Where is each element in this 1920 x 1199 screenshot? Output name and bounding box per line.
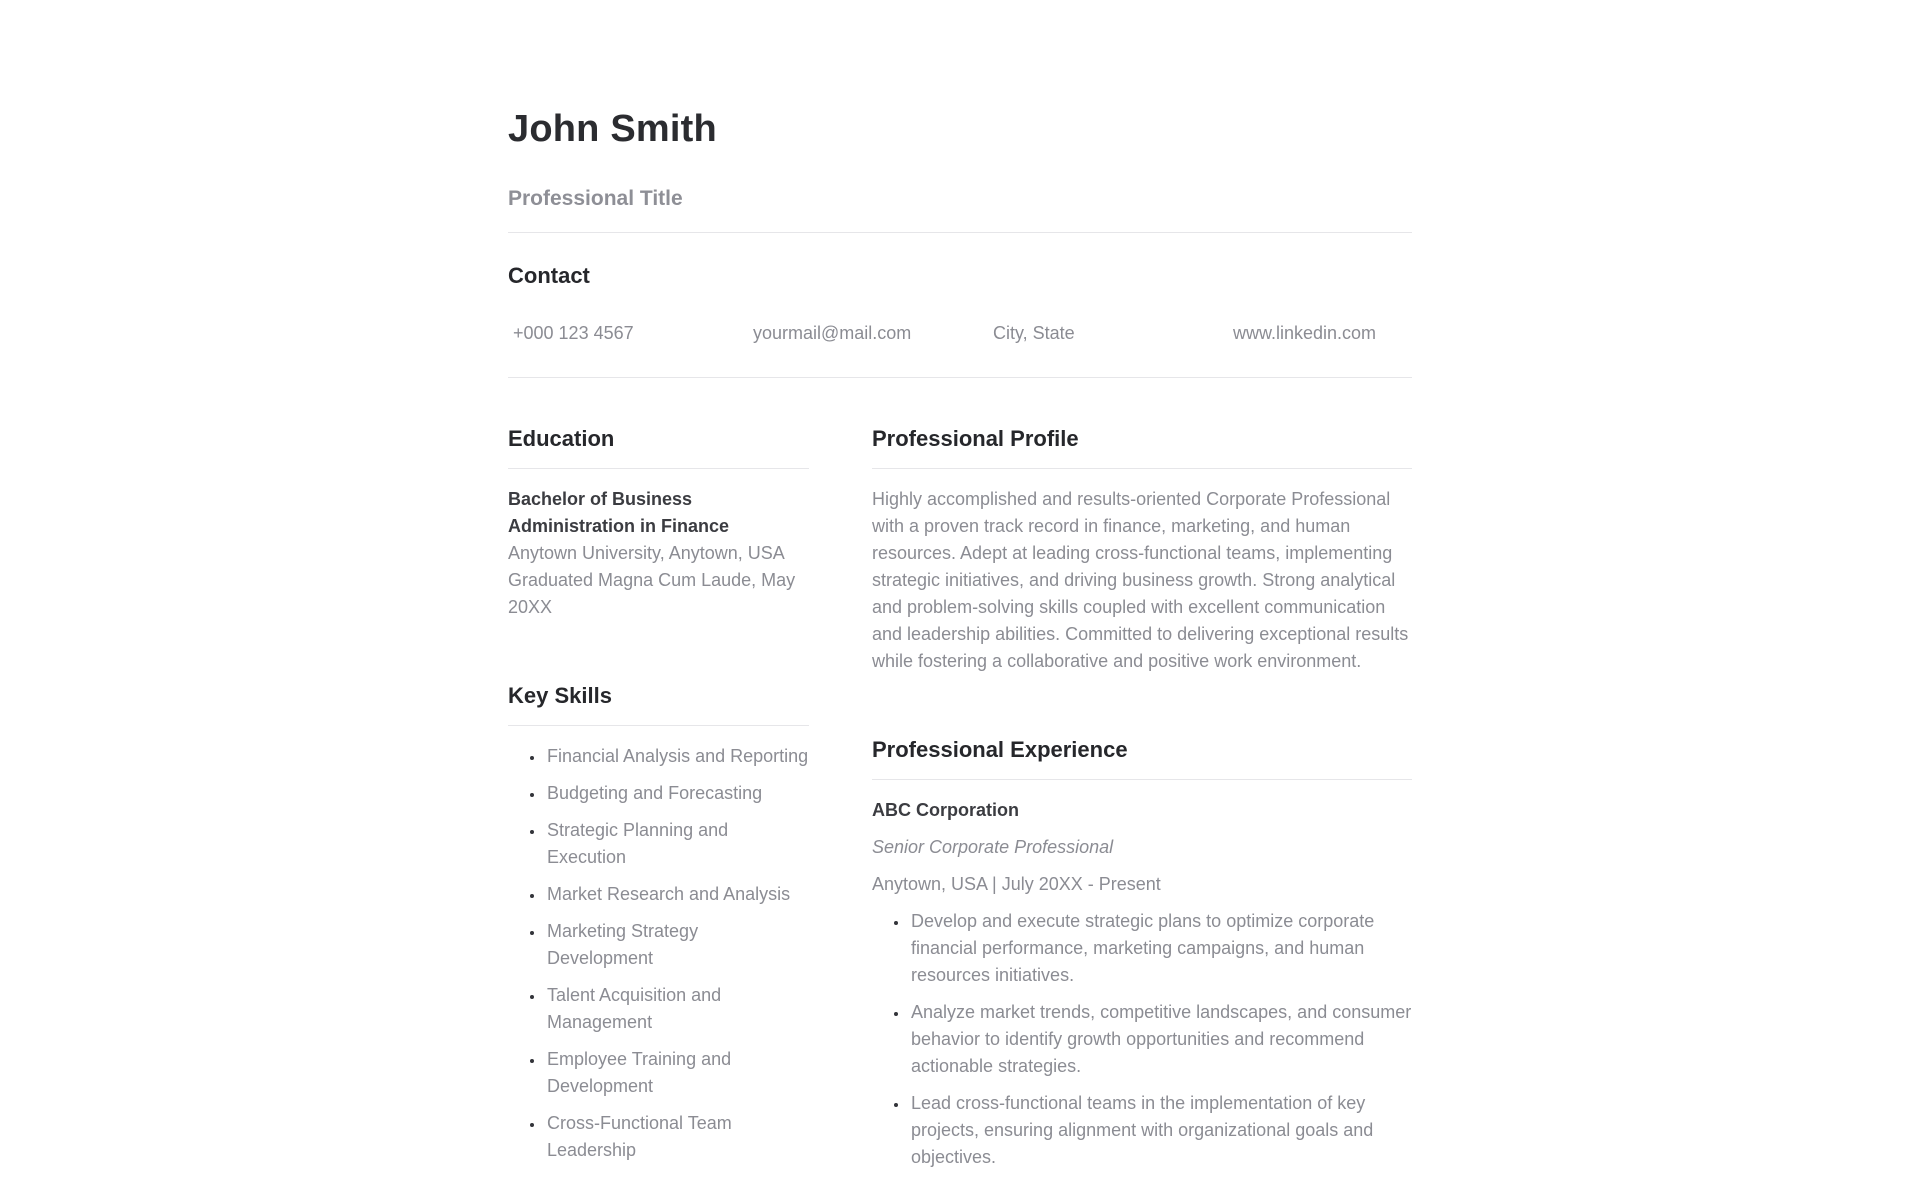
key-skills-heading: Key Skills bbox=[508, 683, 612, 708]
skill-item: • Cross-Functional Team Leadership bbox=[545, 1110, 809, 1164]
contact-divider bbox=[508, 377, 1412, 378]
experience-bullet-list bbox=[872, 908, 1412, 1171]
resume-document bbox=[508, 0, 1412, 1181]
skill-item: • Budgeting and Forecasting bbox=[545, 780, 809, 807]
right-column bbox=[872, 424, 1412, 1181]
contact-phone: +000 123 4567 bbox=[513, 323, 634, 343]
experience-entry bbox=[872, 797, 1412, 1171]
professional-profile-divider bbox=[872, 468, 1412, 469]
contact-location: City, State bbox=[993, 323, 1075, 343]
professional-experience-divider bbox=[872, 779, 1412, 780]
skill-item: • Employee Training and Development bbox=[545, 1046, 809, 1100]
key-skills-section bbox=[508, 681, 809, 1164]
left-column bbox=[508, 424, 809, 1174]
contact-website: www.linkedin.com bbox=[1233, 323, 1377, 343]
experience-location-dates: Anytown, USA | July 20XX - Present bbox=[872, 874, 1161, 894]
experience-bullet: • Develop and execute strategic plans to optimize corporate financial performance, marketing campaigns, and human resources initiatives. bbox=[909, 908, 1412, 989]
contact-email: yourmail@mail.com bbox=[753, 323, 912, 343]
skills-list bbox=[508, 743, 809, 1164]
experience-company: ABC Corporation bbox=[872, 800, 1019, 820]
skill-item: • Talent Acquisition and Management bbox=[545, 982, 809, 1036]
education-heading: Education bbox=[508, 426, 615, 451]
professional-experience-heading: Professional Experience bbox=[872, 737, 1128, 762]
skill-item: • Financial Analysis and Reporting bbox=[545, 743, 809, 770]
professional-title: Professional Title bbox=[508, 187, 683, 210]
professional-profile-heading: Professional Profile bbox=[872, 426, 1079, 451]
key-skills-divider bbox=[508, 725, 809, 726]
skill-item: • Marketing Strategy Development bbox=[545, 918, 809, 972]
education-school: Anytown University, Anytown, USA bbox=[508, 543, 785, 563]
skill-item: • Strategic Planning and Execution bbox=[545, 817, 809, 871]
profile-summary-text: Highly accomplished and results-oriented Corporate Professional with a proven track record in finance, marketing, and human resources. Adept at leading cross-functional teams, implementing strategic initiatives, and driving business growth. Strong analytical and problem-solving skills coupled with excellent communication and leadership abilities. Committed to delivering exceptional results while fostering a collaborative and positive work environment. bbox=[872, 489, 1409, 671]
education-divider bbox=[508, 468, 809, 469]
experience-role: Senior Corporate Professional bbox=[872, 837, 1114, 857]
education-details: Graduated Magna Cum Laude, May 20XX bbox=[508, 570, 796, 617]
person-name: John Smith bbox=[508, 108, 717, 150]
professional-experience-section bbox=[872, 735, 1412, 1171]
resume-columns bbox=[508, 424, 1412, 1181]
experience-bullet: • Lead cross-functional teams in the implementation of key projects, ensuring alignment with organizational goals and objectives. bbox=[909, 1090, 1412, 1171]
header-divider bbox=[508, 232, 1412, 233]
skill-item: • Market Research and Analysis bbox=[545, 881, 809, 908]
professional-profile-section bbox=[872, 424, 1412, 675]
education-section bbox=[508, 424, 809, 621]
contact-row bbox=[508, 320, 1412, 347]
education-degree: Bachelor of Business Administration in Finance bbox=[508, 489, 730, 536]
contact-heading: Contact bbox=[508, 263, 590, 288]
experience-bullet: • Analyze market trends, competitive landscapes, and consumer behavior to identify growth opportunities and recommend actionable strategies. bbox=[909, 999, 1412, 1080]
